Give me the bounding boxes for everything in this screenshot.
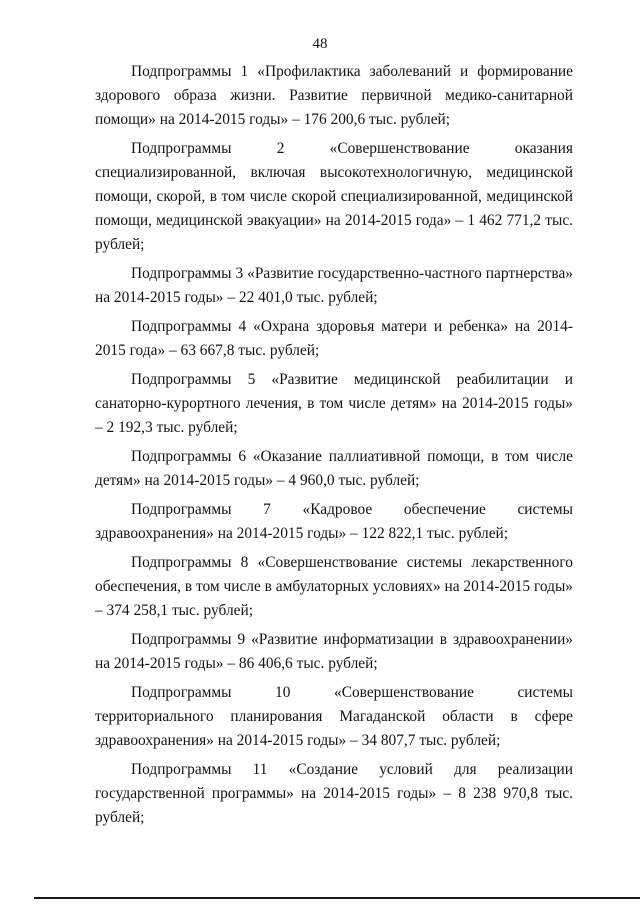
- paragraph-subprogram-8: Подпрограммы 8 «Совершенствование системы лекарственного обеспечения, в том числе в амбулаторных условиях» на 2014-2015 годы» – 374 258,1 тыс. рублей;: [95, 554, 573, 619]
- paragraph-subprogram-4: Подпрограммы 4 «Охрана здоровья матери и ребенка» на 2014-2015 года» – 63 667,8 тыс. рублей;: [95, 318, 573, 359]
- paragraph-subprogram-10: Подпрограммы 10 «Совершенствование системы территориального планирования Магаданской области в сфере здравоохранения» на 2014-2015 годы» – 34 807,7 тыс. рублей;: [95, 684, 573, 749]
- paragraph-subprogram-5: Подпрограммы 5 «Развитие медицинской реабилитации и санаторно-курортного лечения, в том числе детям» на 2014-2015 годы» – 2 192,3 тыс. рублей;: [95, 371, 573, 436]
- paragraph-subprogram-7: Подпрограммы 7 «Кадровое обеспечение системы здравоохранения» на 2014-2015 годы» – 122 822,1 тыс. рублей;: [95, 501, 573, 542]
- paragraph-subprogram-11: Подпрограммы 11 «Создание условий для реализации государственной программы» на 2014-2015 годы» – 8 238 970,8 тыс. рублей;: [95, 761, 573, 826]
- paragraph-subprogram-6: Подпрограммы 6 «Оказание паллиативной помощи, в том числе детям» на 2014-2015 годы» – 4 960,0 тыс. рублей;: [95, 448, 573, 489]
- paragraph-subprogram-9: Подпрограммы 9 «Развитие информатизации в здравоохранении» на 2014-2015 годы» – 86 406,6 тыс. рублей;: [95, 631, 573, 672]
- paragraph-subprogram-1: Подпрограммы 1 «Профилактика заболеваний и формирование здорового образа жизни. Развитие первичной медико-санитарной помощи» на 2014-2015 годы» – 176 200,6 тыс. рублей;: [95, 63, 573, 128]
- page-number: 48: [312, 36, 328, 52]
- paragraph-subprogram-2: Подпрограммы 2 «Совершенствование оказания специализированной, включая высокотехнологичную, медицинской помощи, скорой, в том числе скорой специализированной, медицинской помощи, медицинской эвакуации» на 2014-2015 года» – 1 462 771,2 тыс. рублей;: [95, 140, 573, 253]
- footer-rule: [34, 897, 640, 899]
- body-text: [95, 60, 573, 830]
- paragraph-subprogram-3: Подпрограммы 3 «Развитие государственно-частного партнерства» на 2014-2015 годы» – 22 401,0 тыс. рублей;: [95, 265, 573, 306]
